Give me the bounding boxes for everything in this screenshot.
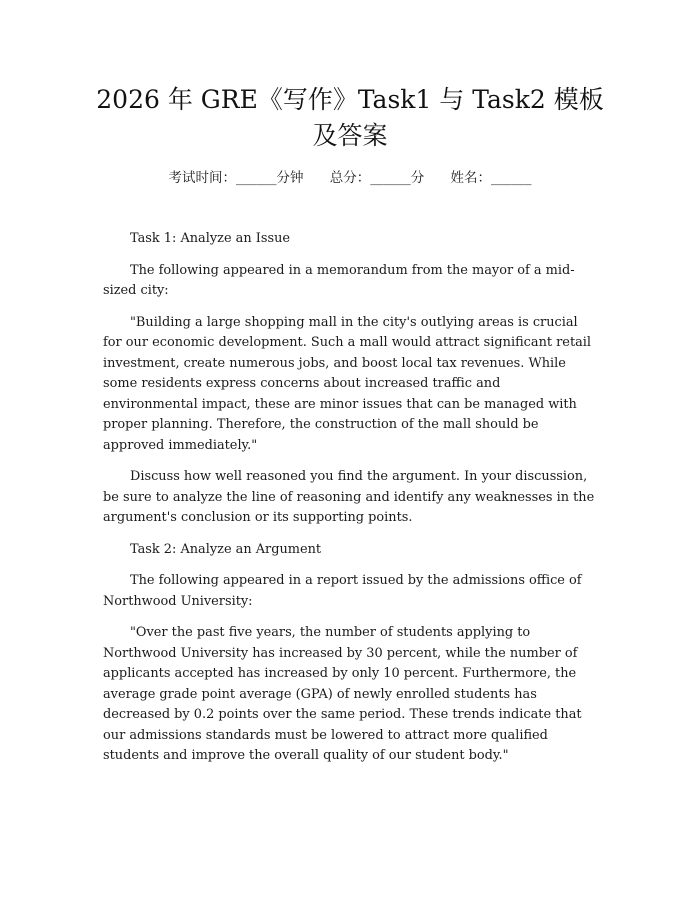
exam-time-unit: 分钟	[276, 170, 304, 186]
total-score-field	[330, 170, 425, 186]
exam-time-blank: ______	[235, 170, 277, 186]
task1-quote: "Building a large shopping mall in the city's outlying areas is crucial for our economic development. Such a mall would attract significant retail investment, create numerous jobs, and boost local tax revenues. While some residents express concerns about increased traffic and environmental impact, these are minor issues that can be managed with proper planning. Therefore, the construction of the mall should be approved immediately."	[103, 314, 592, 453]
task2-heading: Task 2: Analyze an Argument	[130, 541, 322, 557]
task1-instructions: Discuss how well reasoned you find the argument. In your discussion, be sure to analyze the line of reasoning and identify any weaknesses in the argument's conclusion or its supporting points.	[103, 469, 595, 525]
document-title: 2026 年 GRE《写作》Task1 与 Task2 模板及答案	[96, 85, 604, 150]
name-field	[451, 170, 532, 186]
exam-time-label: 考试时间：	[168, 170, 236, 186]
exam-time-field	[168, 170, 303, 186]
task2-intro: The following appeared in a report issued by the admissions office of Northwood University:	[103, 573, 582, 609]
total-score-label: 总分：	[329, 170, 371, 186]
task1-intro: The following appeared in a memorandum from the mayor of a mid-sized city:	[103, 262, 575, 298]
task1-heading: Task 1: Analyze an Issue	[130, 231, 291, 246]
task2-quote: "Over the past five years, the number of students applying to Northwood University has increased by 30 percent, while the number of applicants accepted has increased by only 10 percent. Furthermore, the average grade point average (GPA) of newly enrolled students has decreased by 0.2 points over the same period. These trends indicate that our admissions standards must be lowered to attract more qualified students and improve the overall quality of our student body."	[103, 625, 582, 763]
total-score-blank: ______	[370, 170, 411, 186]
name-blank: ______	[491, 170, 532, 186]
document-body	[103, 229, 599, 778]
exam-info-line	[0, 168, 700, 188]
name-label: 姓名：	[450, 170, 492, 186]
total-score-unit: 分	[410, 170, 425, 186]
